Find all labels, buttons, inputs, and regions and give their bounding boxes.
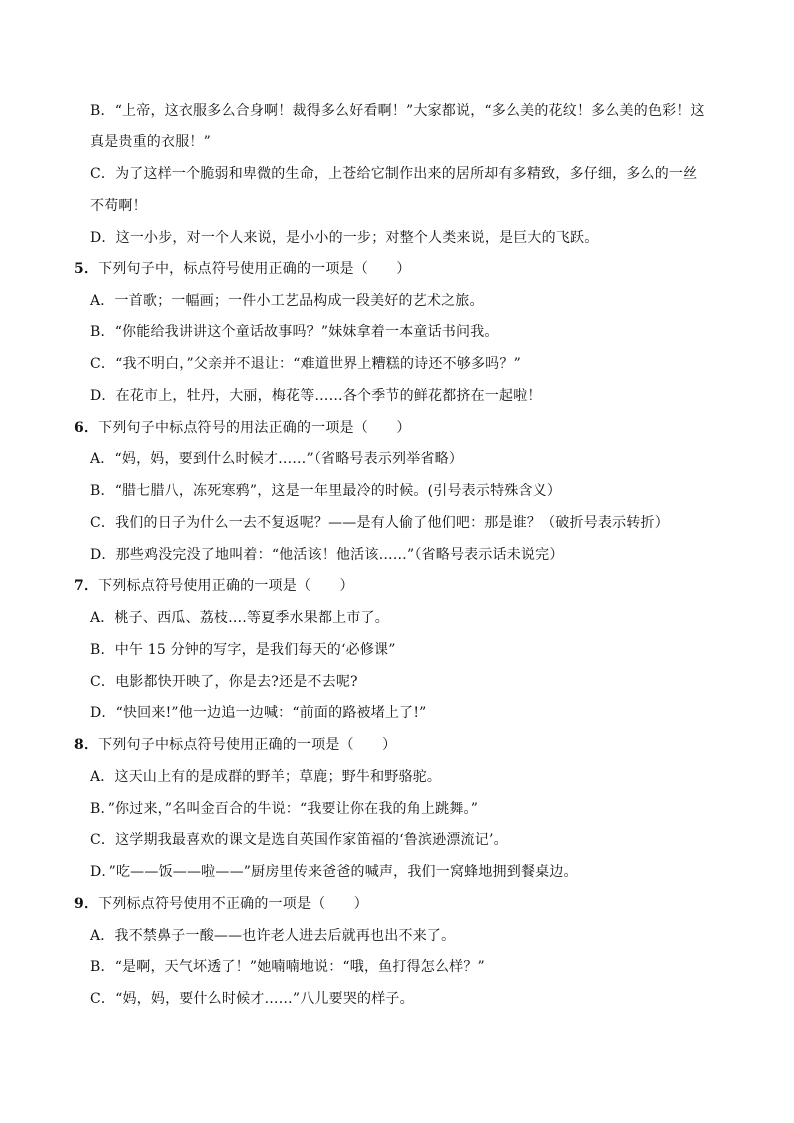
option-line: D．那些鸡没完没了地叫着：“他活该！他活该……”（省略号表示话未说完） bbox=[90, 547, 564, 563]
option-line: D．“快回来!”他一边追一边喊：“前面的路被堵上了!” bbox=[90, 705, 427, 721]
option-line: A．桃子、西瓜、荔枝….等夏季水果都上市了。 bbox=[90, 610, 389, 626]
option-line: C．电影都快开映了，你是去?还是不去呢? bbox=[90, 674, 358, 690]
option-line: B．“是啊，天气坏透了！”她喃喃地说：“哦，鱼打得怎么样？” bbox=[90, 959, 485, 975]
question-number: 7． bbox=[74, 578, 99, 594]
option-line: B．“你能给我讲讲这个童话故事吗？”妹妹拿着一本童话书问我。 bbox=[90, 324, 499, 340]
question-5 bbox=[74, 260, 411, 278]
option-line: D．”吃——饭——啦——”厨房里传来爸爸的喊声，我们一窝蜂地拥到餐桌边。 bbox=[90, 864, 578, 880]
option-line: C．为了这样一个脆弱和卑微的生命，上苍给它制作出来的居所却有多精致，多仔细，多么的一丝 bbox=[90, 166, 698, 182]
option-line: A．“妈，妈，要到什么时候才……”（省略号表示列举省略） bbox=[90, 451, 464, 467]
option-line: D．这一小步，对一个人来说，是小小的一步；对整个人类来说，是巨大的飞跃。 bbox=[90, 230, 599, 246]
option-continuation: 真是贵重的衣服！” bbox=[90, 134, 211, 150]
option-line: B．“腊七腊八，冻死寒鸦”，这是一年里最冷的时候。(引号表示特殊含义） bbox=[90, 483, 562, 499]
option-line: C．我们的日子为什么一去不复返呢？——是有人偷了他们吧：那是谁？（破折号表示转折） bbox=[90, 515, 669, 531]
question-7 bbox=[74, 577, 354, 595]
option-line: B．”你过来，”名叫金百合的牛说：“我要让你在我的角上跳舞。” bbox=[90, 801, 479, 817]
question-text: 下列标点符号使用不正确的一项是（ ） bbox=[98, 896, 368, 912]
question-text: 下列句子中，标点符号使用正确的一项是（ ） bbox=[98, 261, 411, 277]
question-text: 下列句子中标点符号的用法正确的一项是（ ） bbox=[98, 420, 411, 436]
question-number: 8． bbox=[74, 737, 99, 753]
option-continuation: 不苟啊！ bbox=[90, 198, 147, 214]
option-line: B．“上帝，这衣服多么合身啊！裁得多么好看啊！”大家都说，“多么美的花纹！多么美的色彩！这 bbox=[90, 103, 705, 119]
question-number: 6． bbox=[74, 420, 99, 436]
option-line: A．这天山上有的是成群的野羊；草鹿；野牛和野骆驼。 bbox=[90, 769, 442, 785]
option-line: A．一首歌；一幅画；一件小工艺品构成一段美好的艺术之旅。 bbox=[90, 293, 484, 309]
question-9 bbox=[74, 895, 368, 913]
option-line: C．这学期我最喜欢的课文是选自英国作家笛福的‘鲁滨逊漂流记’。 bbox=[90, 832, 508, 848]
question-number: 5． bbox=[74, 261, 99, 277]
option-line: C．“妈，妈，要什么时候才……”八儿要哭的样子。 bbox=[90, 991, 414, 1007]
option-line: A．我不禁鼻子一酸——也许老人进去后就再也出不来了。 bbox=[90, 928, 456, 944]
question-number: 9． bbox=[74, 896, 99, 912]
question-6 bbox=[74, 419, 411, 437]
question-text: 下列句子中标点符号使用正确的一项是（ ） bbox=[98, 737, 397, 753]
option-line: C．“我不明白，”父亲并不退让：“难道世界上糟糕的诗还不够多吗？” bbox=[90, 356, 521, 372]
question-text: 下列标点符号使用正确的一项是（ ） bbox=[98, 578, 354, 594]
option-line: B．中午 15 分钟的写字，是我们每天的‘必修课” bbox=[90, 642, 396, 658]
option-line: D．在花市上，牡丹，大丽，梅花等……各个季节的鲜花都挤在一起啦！ bbox=[90, 388, 542, 404]
question-8 bbox=[74, 736, 396, 754]
